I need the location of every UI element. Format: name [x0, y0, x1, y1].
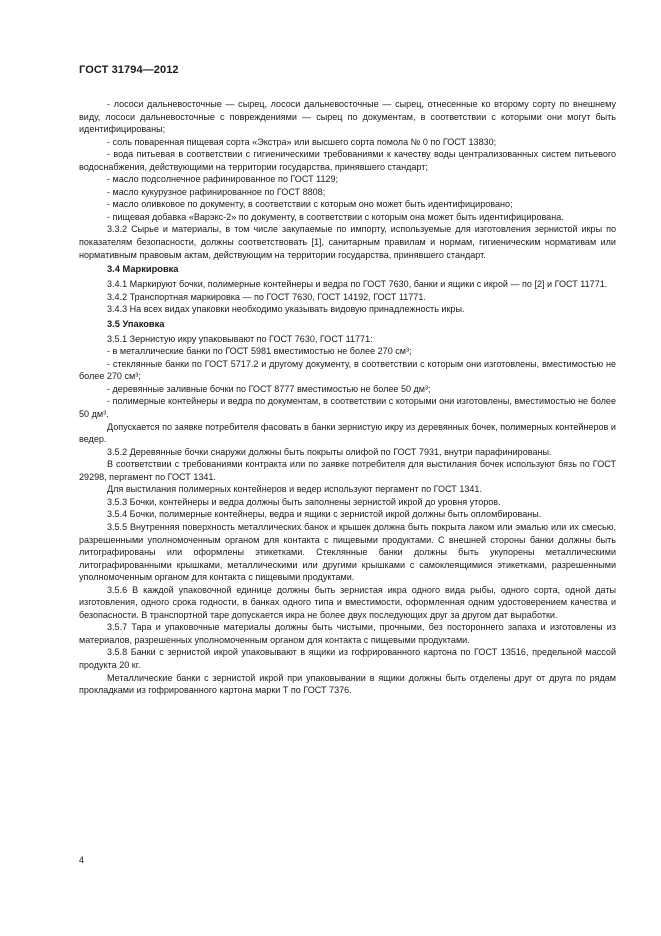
paragraph: - масло оливковое по документу, в соответствии с которым оно может быть идентифицировано; — [107, 199, 513, 210]
paragraph: Металлические банки с зернистой икрой при упаковывании в ящики должны быть отделены друг от друга по рядам прокладками из гофрированного картона марки Т по ГОСТ 7376. — [79, 672, 616, 696]
document-body — [79, 98, 616, 697]
paragraph: 3.4.3 На всех видах упаковки необходимо указывать видовую принадлежность икры. — [107, 304, 465, 315]
paragraph: 3.5.2 Деревянные бочки снаружи должны быть покрыты олифой по ГОСТ 7931, внутри парафинированы. — [107, 446, 552, 457]
paragraph: - лососи дальневосточные — сырец, лососи дальневосточные — сырец, отнесенные ко второму сорту по внешнему виду, лососи дальневосточные с повреждениями — сырец по документам, в соответствии с которыми они могут быть идентифицированы; — [79, 99, 616, 135]
page-number: 4 — [79, 855, 85, 865]
paragraph: 3.5.3 Бочки, контейнеры и ведра должны быть заполнены зернистой икрой до уровня уторов. — [107, 496, 501, 507]
paragraph: 3.5.5 Внутренняя поверхность металлических банок и крышек должна быть покрыта лаком или эмалью или их смесью, разрешенными уполномоченным органом для контакта с пищевыми продуктами. С внешней стороны банки должны быть литографированы или оформлены этикетками. Стеклянные банки должны быть укупорены металлическими литографированными крышками, металлическими или другими крышками с самоклеящимися этикетками, разрешенными уполномоченным органом для контакта с пищевыми продуктами. — [79, 521, 616, 583]
paragraph: - масло кукурузное рафинированное по ГОСТ 8808; — [107, 186, 326, 197]
paragraph: 3.4.1 Маркируют бочки, полимерные контейнеры и ведра по ГОСТ 7630, банки и ящики с икрой — по [2] и ГОСТ 11771. — [107, 279, 608, 290]
paragraph: - деревянные заливные бочки по ГОСТ 8777 вместимостью не более 50 дм³; — [107, 383, 431, 394]
paragraph: - вода питьевая в соответствии с гигиеническими требованиями к качеству воды централизованных систем питьевого водоснабжения, действующими на территории государства, принявшего стандарт; — [79, 149, 616, 172]
paragraph: Допускается по заявке потребителя фасовать в банки зернистую икру из деревянных бочек, полимерных контейнеров и ведер. — [79, 421, 616, 445]
paragraph: 3.3.2 Сырье и материалы, в том числе закупаемые по импорту, используемые для изготовления зернистой икры по показателям безопасности, должны соответствовать [1], санитарным правилам и нормам, гигиеническим нормативам или нормативным правовым актам, действующим на территории государства, принявшего стандарт. — [79, 224, 616, 260]
section-heading: 3.5 Упаковка — [107, 318, 165, 329]
paragraph: 3.4.2 Транспортная маркировка — по ГОСТ 7630, ГОСТ 14192, ГОСТ 11771. — [107, 291, 426, 302]
document-header: ГОСТ 31794—2012 — [79, 64, 179, 76]
paragraph: 3.5.6 В каждой упаковочной единице должны быть зернистая икра одного вида рыбы, одного сорта, одной даты изготовления, одного срока годности, в банках одного типа и вместимости, оформленная одним удостоверением качества и безопасности. В транспортной таре допускается икра не более двух последующих друг за другом дат выработки. — [79, 584, 616, 620]
paragraph: - масло подсолнечное рафинированное по ГОСТ 1129; — [107, 174, 339, 185]
paragraph: 3.5.7 Тара и упаковочные материалы должны быть чистыми, прочными, без постороннего запаха и изготовлены из материалов, разрешенных уполномоченным органом для контакта с пищевыми продуктами. — [79, 622, 616, 645]
paragraph: 3.5.4 Бочки, полимерные контейнеры, ведра и ящики с зернистой икрой должны быть опломбированы. — [107, 509, 542, 520]
paragraph: - пищевая добавка «Варэкс-2» по документу, в соответствии с которым она может быть идентифицирована. — [107, 211, 564, 222]
paragraph: - в металлические банки по ГОСТ 5981 вместимостью не более 270 см³; — [107, 346, 412, 357]
paragraph: - полимерные контейнеры и ведра по документам, в соответствии с которыми они изготовлены, вместимостью не более 50 дм³. — [79, 396, 616, 420]
paragraph: - соль поваренная пищевая сорта «Экстра» или высшего сорта помола № 0 по ГОСТ 13830; — [107, 136, 497, 147]
section-heading: 3.4 Маркировка — [107, 264, 179, 275]
paragraph: В соответствии с требованиями контракта или по заявке потребителя для выстилания бочек используют бязь по ГОСТ 29298, пергамент по ГОСТ 1341. — [79, 459, 616, 482]
paragraph: - стеклянные банки по ГОСТ 5717.2 и другому документу, в соответствии с которым они изготовлены, вместимостью не более 270 см³; — [79, 358, 616, 382]
paragraph: 3.5.1 Зернистую икру упаковывают по ГОСТ 7630, ГОСТ 11771: — [107, 333, 373, 344]
paragraph: 3.5.8 Банки с зернистой икрой упаковывают в ящики из гофрированного картона по ГОСТ 13516, предельной массой продукта 20 кг. — [79, 647, 616, 670]
paragraph: Для выстилания полимерных контейнеров и ведер используют пергамент по ГОСТ 1341. — [107, 484, 482, 495]
